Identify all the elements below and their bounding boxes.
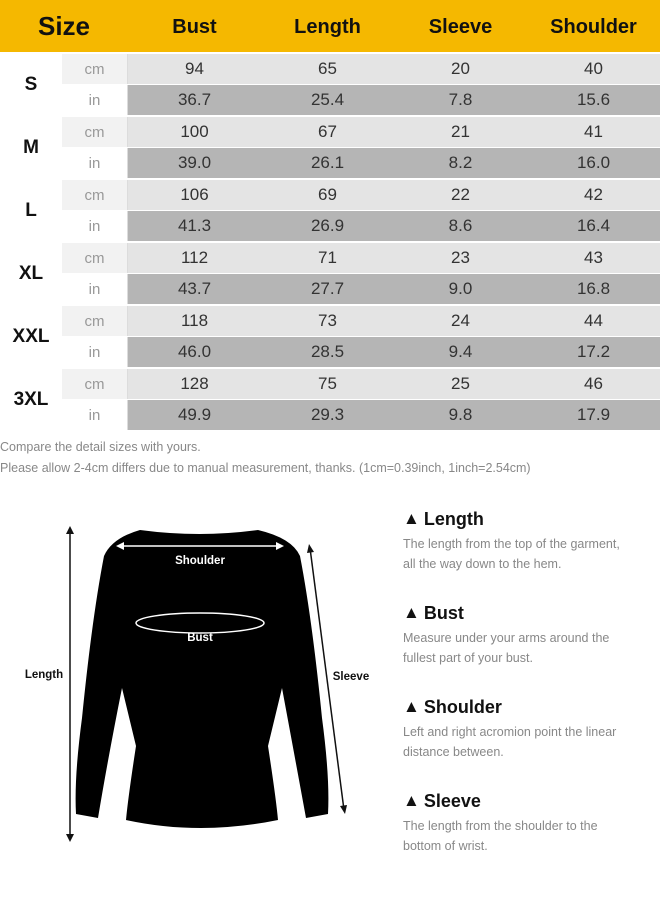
definition-title: Bust <box>423 602 464 623</box>
size-label: S <box>0 54 62 115</box>
table-cell: 9.8 <box>448 405 473 425</box>
table-cell: 28.5 <box>310 342 345 362</box>
table-cell: 49.9 <box>177 405 212 425</box>
size-group-s <box>0 52 660 115</box>
definition-sleeve <box>403 788 653 856</box>
table-row <box>62 210 660 241</box>
table-cell: 43 <box>584 248 603 268</box>
size-group-l <box>0 178 660 241</box>
table-cell: 15.6 <box>576 90 611 110</box>
table-cell: 73 <box>318 311 337 331</box>
definition-title: Shoulder <box>423 696 502 717</box>
size-label: L <box>0 180 62 241</box>
table-cell: 42 <box>584 185 603 205</box>
measurement-definitions <box>403 506 653 882</box>
header-size: Size <box>37 10 91 41</box>
header-bust: Bust <box>172 15 217 38</box>
table-cell: 112 <box>180 248 209 268</box>
definition-text: Left and right acromion point the linear distance between. <box>403 725 617 759</box>
table-cell: 9.0 <box>448 279 473 299</box>
table-cell: 26.9 <box>310 216 345 236</box>
definition-shoulder <box>403 694 653 762</box>
table-cell: 40 <box>584 59 603 79</box>
table-cell: 106 <box>180 185 209 205</box>
table-cell: 16.8 <box>576 279 611 299</box>
table-cell: 24 <box>451 311 470 331</box>
table-cell: 75 <box>318 374 337 394</box>
table-cell: 43.7 <box>177 279 212 299</box>
table-cell: 17.9 <box>576 405 611 425</box>
definition-title: Length <box>423 508 484 529</box>
unit-label: cm <box>62 243 128 273</box>
unit-label: cm <box>62 306 128 336</box>
shoulder-label: Shoulder <box>175 555 225 567</box>
triangle-icon: ▲ <box>403 697 420 716</box>
garment-diagram <box>0 508 390 858</box>
table-cell: 65 <box>318 59 337 79</box>
table-row <box>62 369 660 399</box>
size-chart-table <box>0 0 660 430</box>
unit-label: in <box>62 85 128 115</box>
triangle-icon: ▲ <box>403 509 420 528</box>
size-group-m <box>0 115 660 178</box>
table-cell: 100 <box>180 122 209 142</box>
size-group-xxl <box>0 304 660 367</box>
table-cell: 36.7 <box>177 90 212 110</box>
table-cell: 25 <box>451 374 470 394</box>
unit-label: cm <box>62 117 128 147</box>
sleeve-label: Sleeve <box>332 671 370 683</box>
definition-text: Measure under your arms around the fullest part of your bust. <box>403 631 610 665</box>
table-cell: 41.3 <box>177 216 212 236</box>
table-cell: 8.2 <box>448 153 473 173</box>
size-group-xl <box>0 241 660 304</box>
size-label: 3XL <box>0 369 62 430</box>
table-body <box>0 52 660 430</box>
length-label: Length <box>24 669 64 681</box>
table-cell: 69 <box>318 185 337 205</box>
table-row <box>62 243 660 273</box>
unit-label: cm <box>62 54 128 84</box>
table-cell: 7.8 <box>448 90 473 110</box>
unit-label: in <box>62 148 128 178</box>
table-cell: 26.1 <box>310 153 345 173</box>
table-cell: 23 <box>451 248 470 268</box>
table-cell: 67 <box>318 122 337 142</box>
note-allowance: Please allow 2-4cm differs due to manual measurement, thanks. (1cm=0.39inch, 1inch=2.54cm) <box>0 461 531 475</box>
table-cell: 16.0 <box>576 153 611 173</box>
unit-label: in <box>62 337 128 367</box>
table-cell: 17.2 <box>576 342 611 362</box>
table-cell: 41 <box>584 122 603 142</box>
table-cell: 71 <box>318 248 337 268</box>
table-cell: 20 <box>451 59 470 79</box>
size-label: XL <box>0 243 62 304</box>
table-cell: 9.4 <box>448 342 473 362</box>
table-row <box>62 336 660 367</box>
table-row <box>62 306 660 336</box>
definition-length <box>403 506 653 574</box>
table-row <box>62 84 660 115</box>
size-group-3xl <box>0 367 660 430</box>
table-row <box>62 180 660 210</box>
definition-text: The length from the shoulder to the bottom of wrist. <box>403 819 598 853</box>
table-cell: 118 <box>180 311 209 331</box>
note-compare: Compare the detail sizes with yours. <box>0 440 201 454</box>
header-sleeve: Sleeve <box>428 15 493 38</box>
table-cell: 21 <box>451 122 470 142</box>
table-cell: 8.6 <box>448 216 473 236</box>
table-cell: 94 <box>185 59 204 79</box>
table-cell: 22 <box>451 185 470 205</box>
table-cell: 46.0 <box>177 342 212 362</box>
table-cell: 39.0 <box>177 153 212 173</box>
table-row <box>62 54 660 84</box>
triangle-icon: ▲ <box>403 791 420 810</box>
measurement-notes <box>0 437 660 479</box>
table-cell: 128 <box>180 374 209 394</box>
table-row <box>62 399 660 430</box>
table-cell: 46 <box>584 374 603 394</box>
table-cell: 44 <box>584 311 603 331</box>
triangle-icon: ▲ <box>403 603 420 622</box>
table-row <box>62 117 660 147</box>
bust-label: Bust <box>187 632 213 644</box>
header-shoulder: Shoulder <box>550 15 637 38</box>
table-row <box>62 147 660 178</box>
table-header <box>0 0 660 52</box>
header-length: Length <box>294 15 361 38</box>
definition-title: Sleeve <box>423 790 481 811</box>
length-measure-line <box>66 526 74 842</box>
definition-bust <box>403 600 653 668</box>
unit-label: cm <box>62 180 128 210</box>
sweater-shape <box>76 530 329 828</box>
table-cell: 25.4 <box>310 90 345 110</box>
table-cell: 16.4 <box>576 216 611 236</box>
size-label: XXL <box>0 306 62 367</box>
definition-text: The length from the top of the garment, all the way down to the hem. <box>403 537 620 571</box>
unit-label: cm <box>62 369 128 399</box>
table-cell: 29.3 <box>310 405 345 425</box>
unit-label: in <box>62 211 128 241</box>
table-row <box>62 273 660 304</box>
unit-label: in <box>62 274 128 304</box>
size-label: M <box>0 117 62 178</box>
unit-label: in <box>62 400 128 430</box>
table-cell: 27.7 <box>310 279 345 299</box>
